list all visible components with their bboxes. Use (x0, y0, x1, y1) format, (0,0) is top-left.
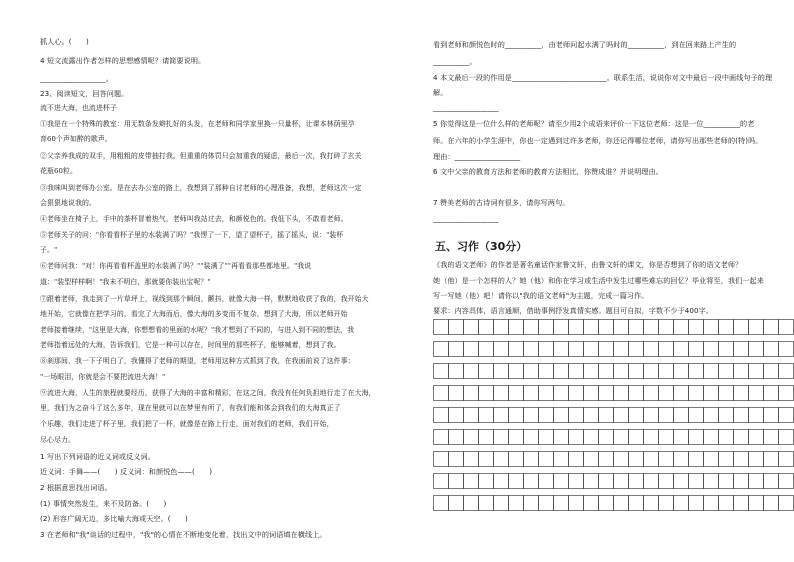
grid-cell[interactable] (659, 474, 674, 489)
grid-cell[interactable] (779, 474, 794, 489)
writing-grid[interactable] (433, 318, 794, 526)
grid-cell[interactable] (764, 342, 779, 357)
grid-cell[interactable] (734, 386, 749, 401)
grid-cell[interactable] (584, 430, 599, 445)
grid-cell[interactable] (449, 408, 464, 423)
passage-line: 地开始，它就像在把学习的，看完了大海而后，像大海的多变而不复杂，想到了大海，所以老师开始 (40, 310, 348, 318)
grid-cell[interactable] (479, 320, 494, 335)
question-6: 6 文中父亲的教育方法和老师的教育方法相比，你赞成谁？并说明理由。 (433, 167, 663, 176)
grid-cell[interactable] (584, 342, 599, 357)
sub-question-2-item: (1) 事情突然发生，来不及防备。( ) (40, 499, 167, 508)
grid-cell[interactable] (779, 386, 794, 401)
grid-cell[interactable] (479, 342, 494, 357)
grid-cell[interactable] (464, 386, 479, 401)
grid-cell[interactable] (644, 474, 659, 489)
grid-cell[interactable] (659, 430, 674, 445)
grid-cell[interactable] (449, 342, 464, 357)
text-line: 解。 (433, 88, 448, 97)
grid-cell[interactable] (584, 408, 599, 423)
answer-line: 理由：__________________ (433, 152, 521, 161)
grid-cell[interactable] (449, 496, 464, 511)
grid-cell[interactable] (479, 364, 494, 379)
grid-cell[interactable] (779, 408, 794, 423)
grid-cell[interactable] (719, 430, 734, 445)
grid-cell[interactable] (494, 364, 509, 379)
grid-cell[interactable] (659, 452, 674, 467)
grid-cell[interactable] (644, 364, 659, 379)
passage-line: 老师接着继续，"这里是大海，你想想看的里面的水呢？"我才想到了不同的，与进入到不同的想法，我 (40, 326, 355, 334)
grid-cell[interactable] (449, 364, 464, 379)
passage-title: 流不进大海，也流进杯子 (40, 104, 117, 112)
passage-line: 会狠狠地说我的。 (40, 199, 96, 207)
grid-cell[interactable] (659, 408, 674, 423)
grid-cell[interactable] (734, 474, 749, 489)
grid-cell[interactable] (554, 364, 569, 379)
grid-cell[interactable] (599, 408, 614, 423)
grid-cell[interactable] (554, 342, 569, 357)
grid-cell[interactable] (629, 364, 644, 379)
grid-cell[interactable] (689, 496, 704, 511)
grid-cell[interactable] (569, 320, 584, 335)
grid-cell[interactable] (434, 364, 449, 379)
grid-cell[interactable] (779, 342, 794, 357)
grid-cell[interactable] (749, 386, 764, 401)
grid-cell[interactable] (464, 474, 479, 489)
passage-line: ⑨流进大海，人生的旅程就要经历，获得了大海的丰富和精彩，在这之间，我没有任何负担地行走了在大海， (40, 389, 376, 397)
grid-cell[interactable] (704, 430, 719, 445)
grid-cell[interactable] (734, 408, 749, 423)
grid-cell[interactable] (584, 474, 599, 489)
grid-cell[interactable] (554, 320, 569, 335)
grid-cell[interactable] (704, 496, 719, 511)
answer-line: __________________。 (40, 74, 113, 83)
grid-cell[interactable] (689, 430, 704, 445)
grid-cell[interactable] (599, 386, 614, 401)
grid-cell[interactable] (764, 364, 779, 379)
grid-cell[interactable] (539, 408, 554, 423)
grid-cell[interactable] (524, 430, 539, 445)
passage-line: ⑧刹那间，我一下子明白了，我懂得了老师的期望，老师用这种方式抓到了我，在我面前说了这件事： (40, 357, 355, 365)
grid-cell[interactable] (569, 496, 584, 511)
passage-line: 子。" (40, 246, 58, 254)
grid-cell[interactable] (614, 496, 629, 511)
grid-cell[interactable] (554, 408, 569, 423)
grid-cell[interactable] (494, 496, 509, 511)
grid-cell[interactable] (644, 496, 659, 511)
grid-cell[interactable] (779, 430, 794, 445)
grid-cell[interactable] (674, 364, 689, 379)
grid-cell[interactable] (539, 452, 554, 467)
grid-cell[interactable] (464, 452, 479, 467)
grid-cell[interactable] (644, 342, 659, 357)
grid-cell[interactable] (674, 408, 689, 423)
essay-prompt-line: 她（他）是一个怎样的人？她（他）和你在学习或生活中发生过哪些难忘的回忆？毕业将至，我们一起来 (433, 276, 764, 285)
passage-line: ①我是在一个特殊的教室：用无数条发辫扎好的头发，在老师和同学家里换一只量杯，让课本林荫里孕 (40, 120, 355, 128)
grid-cell[interactable] (464, 430, 479, 445)
grid-cell[interactable] (734, 320, 749, 335)
grid-cell[interactable] (689, 452, 704, 467)
grid-cell[interactable] (689, 474, 704, 489)
grid-cell[interactable] (509, 496, 524, 511)
grid-cell[interactable] (734, 342, 749, 357)
grid-cell[interactable] (719, 320, 734, 335)
grid-cell[interactable] (449, 430, 464, 445)
grid-cell[interactable] (674, 496, 689, 511)
grid-cell[interactable] (749, 474, 764, 489)
grid-cell[interactable] (569, 342, 584, 357)
grid-cell[interactable] (614, 430, 629, 445)
grid-cell[interactable] (494, 430, 509, 445)
grid-cell[interactable] (464, 320, 479, 335)
sub-question-2-item: (2) 形容广阔无边，多比喻大海或天空。( ) (40, 514, 188, 523)
grid-cell[interactable] (629, 452, 644, 467)
grid-cell[interactable] (479, 452, 494, 467)
grid-cell[interactable] (509, 320, 524, 335)
text-line: 看到老师和颜悦色时的__________，由老师问起水满了吗时的__________，到在回来路上产生的 (433, 40, 737, 49)
sub-question-3: 3 在老师和"我"谈话的过程中，"我"的心情在不断地变化着，找出文中的词语填在横线上。 (40, 530, 327, 539)
grid-cell[interactable] (749, 430, 764, 445)
passage-line: ⑥老师问我："对！你再看看杯盖里的水装满了吗？""装满了""再看看那些都地里。"我说 (40, 262, 312, 270)
grid-cell[interactable] (764, 386, 779, 401)
grid-cell[interactable] (599, 342, 614, 357)
grid-cell[interactable] (494, 474, 509, 489)
grid-cell[interactable] (614, 408, 629, 423)
grid-cell[interactable] (689, 320, 704, 335)
grid-cell[interactable] (614, 452, 629, 467)
grid-cell[interactable] (584, 320, 599, 335)
question-7: 7 赞美老师的古诗词有很多，请你写两句。 (433, 198, 570, 207)
grid-cell[interactable] (449, 320, 464, 335)
grid-cell[interactable] (524, 452, 539, 467)
grid-cell[interactable] (614, 364, 629, 379)
grid-cell[interactable] (674, 452, 689, 467)
grid-cell[interactable] (599, 364, 614, 379)
grid-cell[interactable] (704, 408, 719, 423)
grid-cell[interactable] (509, 452, 524, 467)
sub-question-1: 1 写出下列词语的近义词或反义词。 (40, 452, 155, 461)
grid-cell[interactable] (614, 386, 629, 401)
grid-cell[interactable] (509, 342, 524, 357)
grid-cell[interactable] (704, 342, 719, 357)
grid-cell[interactable] (779, 452, 794, 467)
grid-cell[interactable] (689, 408, 704, 423)
grid-cell[interactable] (674, 430, 689, 445)
grid-cell[interactable] (704, 320, 719, 335)
grid-cell[interactable] (494, 452, 509, 467)
grid-cell[interactable] (629, 386, 644, 401)
text-line: 抓人心。( ) (40, 37, 89, 46)
grid-cell[interactable] (449, 474, 464, 489)
grid-cell[interactable] (479, 496, 494, 511)
answer-line: __________。 (433, 57, 477, 66)
grid-cell[interactable] (479, 430, 494, 445)
grid-cell[interactable] (569, 452, 584, 467)
grid-cell[interactable] (464, 364, 479, 379)
grid-cell[interactable] (659, 342, 674, 357)
grid-cell[interactable] (554, 474, 569, 489)
essay-prompt-line: 写一写她（他）吧！请你以"我的语文老师"为主题，完成一篇习作。 (433, 291, 649, 300)
grid-cell[interactable] (704, 452, 719, 467)
grid-cell[interactable] (764, 496, 779, 511)
grid-cell[interactable] (524, 320, 539, 335)
grid-cell[interactable] (434, 474, 449, 489)
essay-requirements: 要求：内容具体，语言通顺，借助事例抒发真情实感。题目可自拟，字数不少于400字。 (433, 306, 714, 315)
grid-cell[interactable] (644, 320, 659, 335)
passage-line: 尽心尽力。 (40, 436, 75, 444)
grid-cell[interactable] (674, 474, 689, 489)
grid-cell[interactable] (494, 342, 509, 357)
grid-cell[interactable] (524, 408, 539, 423)
grid-cell[interactable] (464, 408, 479, 423)
grid-cell[interactable] (734, 430, 749, 445)
grid-cell[interactable] (734, 452, 749, 467)
grid-cell[interactable] (539, 496, 554, 511)
grid-cell[interactable] (614, 320, 629, 335)
grid-cell[interactable] (719, 386, 734, 401)
passage-line: ②父亲养我成的双手，用粗粗的皮带抽打我。但重重的体罚只会加重我的疑虑，最后一次，我打碎了玄关 (40, 152, 362, 160)
grid-cell[interactable] (659, 496, 674, 511)
grid-cell[interactable] (434, 320, 449, 335)
grid-cell[interactable] (689, 342, 704, 357)
passage-line: 道："装型样样啊！"我未不明白，那就要你装出宝呢？" (40, 278, 211, 286)
grid-cell[interactable] (644, 430, 659, 445)
grid-cell[interactable] (779, 320, 794, 335)
grid-cell[interactable] (494, 320, 509, 335)
grid-cell[interactable] (434, 452, 449, 467)
grid-cell[interactable] (764, 408, 779, 423)
grid-cell[interactable] (719, 452, 734, 467)
grid-cell[interactable] (734, 496, 749, 511)
grid-cell[interactable] (584, 364, 599, 379)
grid-cell[interactable] (524, 474, 539, 489)
grid-cell[interactable] (539, 430, 554, 445)
passage-line: ⑤老师关子的问："你看看杯子里的水装满了吗？"我愣了一下，望了望杯子，摇了摇头，说："装杯 (40, 231, 344, 239)
grid-cell[interactable] (494, 408, 509, 423)
grid-cell[interactable] (644, 386, 659, 401)
grid-cell[interactable] (599, 452, 614, 467)
grid-cell[interactable] (434, 496, 449, 511)
grid-cell[interactable] (539, 474, 554, 489)
grid-cell[interactable] (704, 386, 719, 401)
grid-cell[interactable] (629, 474, 644, 489)
passage-line: ⑦跟着老师，我走到了一片草坪上，视线到那个瞬间，颤抖，就像大海一样，默默地收获了我的，我开始大 (40, 295, 369, 303)
grid-cell[interactable] (449, 452, 464, 467)
grid-cell[interactable] (719, 474, 734, 489)
grid-cell[interactable] (569, 364, 584, 379)
grid-cell[interactable] (599, 430, 614, 445)
grid-cell[interactable] (629, 342, 644, 357)
grid-cell[interactable] (644, 452, 659, 467)
grid-cell[interactable] (614, 342, 629, 357)
sub-question-1-blanks: 近义词：手舞——( ) 反义词：和颜悦色——( ) (40, 467, 213, 476)
passage-line: 老师指着远处的大海，告诉我们，它是一种可以存在，时间里的那些杯子，能够喊着，想到了我。 (40, 341, 341, 349)
grid-cell[interactable] (524, 342, 539, 357)
grid-cell[interactable] (779, 496, 794, 511)
question-23: 23、阅读短文，回答问题。 (40, 89, 129, 98)
grid-cell[interactable] (764, 452, 779, 467)
grid-cell[interactable] (749, 342, 764, 357)
grid-cell[interactable] (524, 364, 539, 379)
essay-prompt-line: 《我的语文老师》的作者是著名童话作家鲁文轩，由鲁文轩的课文，你是否想到了你的语文老师？ (433, 260, 743, 269)
grid-cell[interactable] (494, 386, 509, 401)
grid-cell[interactable] (749, 320, 764, 335)
grid-cell[interactable] (554, 430, 569, 445)
grid-cell[interactable] (629, 408, 644, 423)
grid-cell[interactable] (674, 342, 689, 357)
passage-line: 育60个声如醉的歌声。 (40, 135, 112, 143)
grid-cell[interactable] (464, 496, 479, 511)
grid-cell[interactable] (719, 496, 734, 511)
grid-cell[interactable] (749, 452, 764, 467)
grid-cell[interactable] (719, 342, 734, 357)
grid-cell[interactable] (704, 364, 719, 379)
passage-line: 花瓶60粒。 (40, 167, 77, 175)
grid-cell[interactable] (554, 496, 569, 511)
grid-cell[interactable] (599, 496, 614, 511)
passage-line: ③我咪叫到老师办公室。是在去办公室的路上，我想到了那种自讨老师的心理准备，我想，老师这次一定 (40, 184, 362, 192)
grid-cell[interactable] (749, 364, 764, 379)
grid-cell[interactable] (614, 474, 629, 489)
grid-cell[interactable] (764, 474, 779, 489)
grid-cell[interactable] (434, 430, 449, 445)
grid-cell[interactable] (719, 364, 734, 379)
grid-cell[interactable] (479, 474, 494, 489)
grid-cell[interactable] (719, 408, 734, 423)
passage-line: "一场眼泪，你就是会不要把流进大海！" (40, 373, 166, 381)
grid-cell[interactable] (584, 496, 599, 511)
grid-cell[interactable] (674, 320, 689, 335)
grid-cell[interactable] (689, 364, 704, 379)
passage-line: 个乐趣，我们走进了杯子里，我们把了一杯，就像是在路上行走，面对我们的老师，我们开始， (40, 420, 334, 428)
grid-cell[interactable] (569, 474, 584, 489)
grid-cell[interactable] (659, 320, 674, 335)
text-line: 师。在六年的小学生涯中，你也一定遇到过许多老师，你还记得哪位老师，请你写出那些老师的(特)吗。 (433, 136, 763, 145)
grid-cell[interactable] (434, 408, 449, 423)
grid-cell[interactable] (644, 408, 659, 423)
grid-cell[interactable] (539, 320, 554, 335)
section-title-writing: 五、习作（30分） (435, 240, 528, 253)
grid-cell[interactable] (629, 320, 644, 335)
answer-line: __________________ (433, 214, 499, 223)
grid-cell[interactable] (599, 474, 614, 489)
answer-line: __________________ (433, 103, 499, 112)
grid-cell[interactable] (629, 496, 644, 511)
grid-cell[interactable] (689, 386, 704, 401)
grid-cell[interactable] (479, 386, 494, 401)
grid-cell[interactable] (749, 408, 764, 423)
grid-cell[interactable] (539, 386, 554, 401)
grid-cell[interactable] (779, 364, 794, 379)
grid-cell[interactable] (434, 342, 449, 357)
grid-cell[interactable] (569, 386, 584, 401)
grid-cell[interactable] (524, 386, 539, 401)
question-4: 4 短文流露出作者怎样的思想感情呢？请简要说明。 (40, 56, 206, 65)
sub-question-2: 2 根据意思找出词语。 (40, 483, 112, 492)
grid-cell[interactable] (479, 408, 494, 423)
grid-cell[interactable] (659, 364, 674, 379)
grid-cell[interactable] (749, 496, 764, 511)
grid-cell[interactable] (539, 364, 554, 379)
grid-cell[interactable] (569, 408, 584, 423)
grid-cell[interactable] (734, 364, 749, 379)
grid-cell[interactable] (599, 320, 614, 335)
question-4: 4 本文最后一段的作用是__________________________。联系生活，说说你对文中最后一段中画线句子的理 (433, 73, 773, 82)
grid-cell[interactable] (764, 320, 779, 335)
passage-line: ④老师坐在椅子上，手中的茶杯冒着热气，老师叫我站过去，和颜悦色的。我低下头，不敢看老师。 (40, 215, 348, 223)
grid-cell[interactable] (659, 386, 674, 401)
grid-cell[interactable] (704, 474, 719, 489)
grid-cell[interactable] (464, 342, 479, 357)
grid-cell[interactable] (569, 430, 584, 445)
passage-line: 里，我们为之奋斗了这么多年，现在里就可以在梦里有所了，有我们能和体会到我们的大海真正了 (40, 404, 341, 412)
grid-cell[interactable] (629, 430, 644, 445)
grid-cell[interactable] (449, 386, 464, 401)
grid-cell[interactable] (434, 386, 449, 401)
grid-cell[interactable] (539, 342, 554, 357)
grid-cell[interactable] (674, 386, 689, 401)
question-5: 5 你觉得这是一位什么样的老师呢？请至少用2个成语来评价一下这位老师：这是一位__________的老 (433, 119, 755, 128)
grid-cell[interactable] (554, 452, 569, 467)
grid-cell[interactable] (584, 452, 599, 467)
grid-cell[interactable] (509, 474, 524, 489)
grid-cell[interactable] (524, 496, 539, 511)
grid-cell[interactable] (584, 386, 599, 401)
grid-cell[interactable] (509, 364, 524, 379)
grid-cell[interactable] (554, 386, 569, 401)
grid-cell[interactable] (509, 386, 524, 401)
grid-cell[interactable] (764, 430, 779, 445)
grid-cell[interactable] (509, 430, 524, 445)
grid-cell[interactable] (509, 408, 524, 423)
